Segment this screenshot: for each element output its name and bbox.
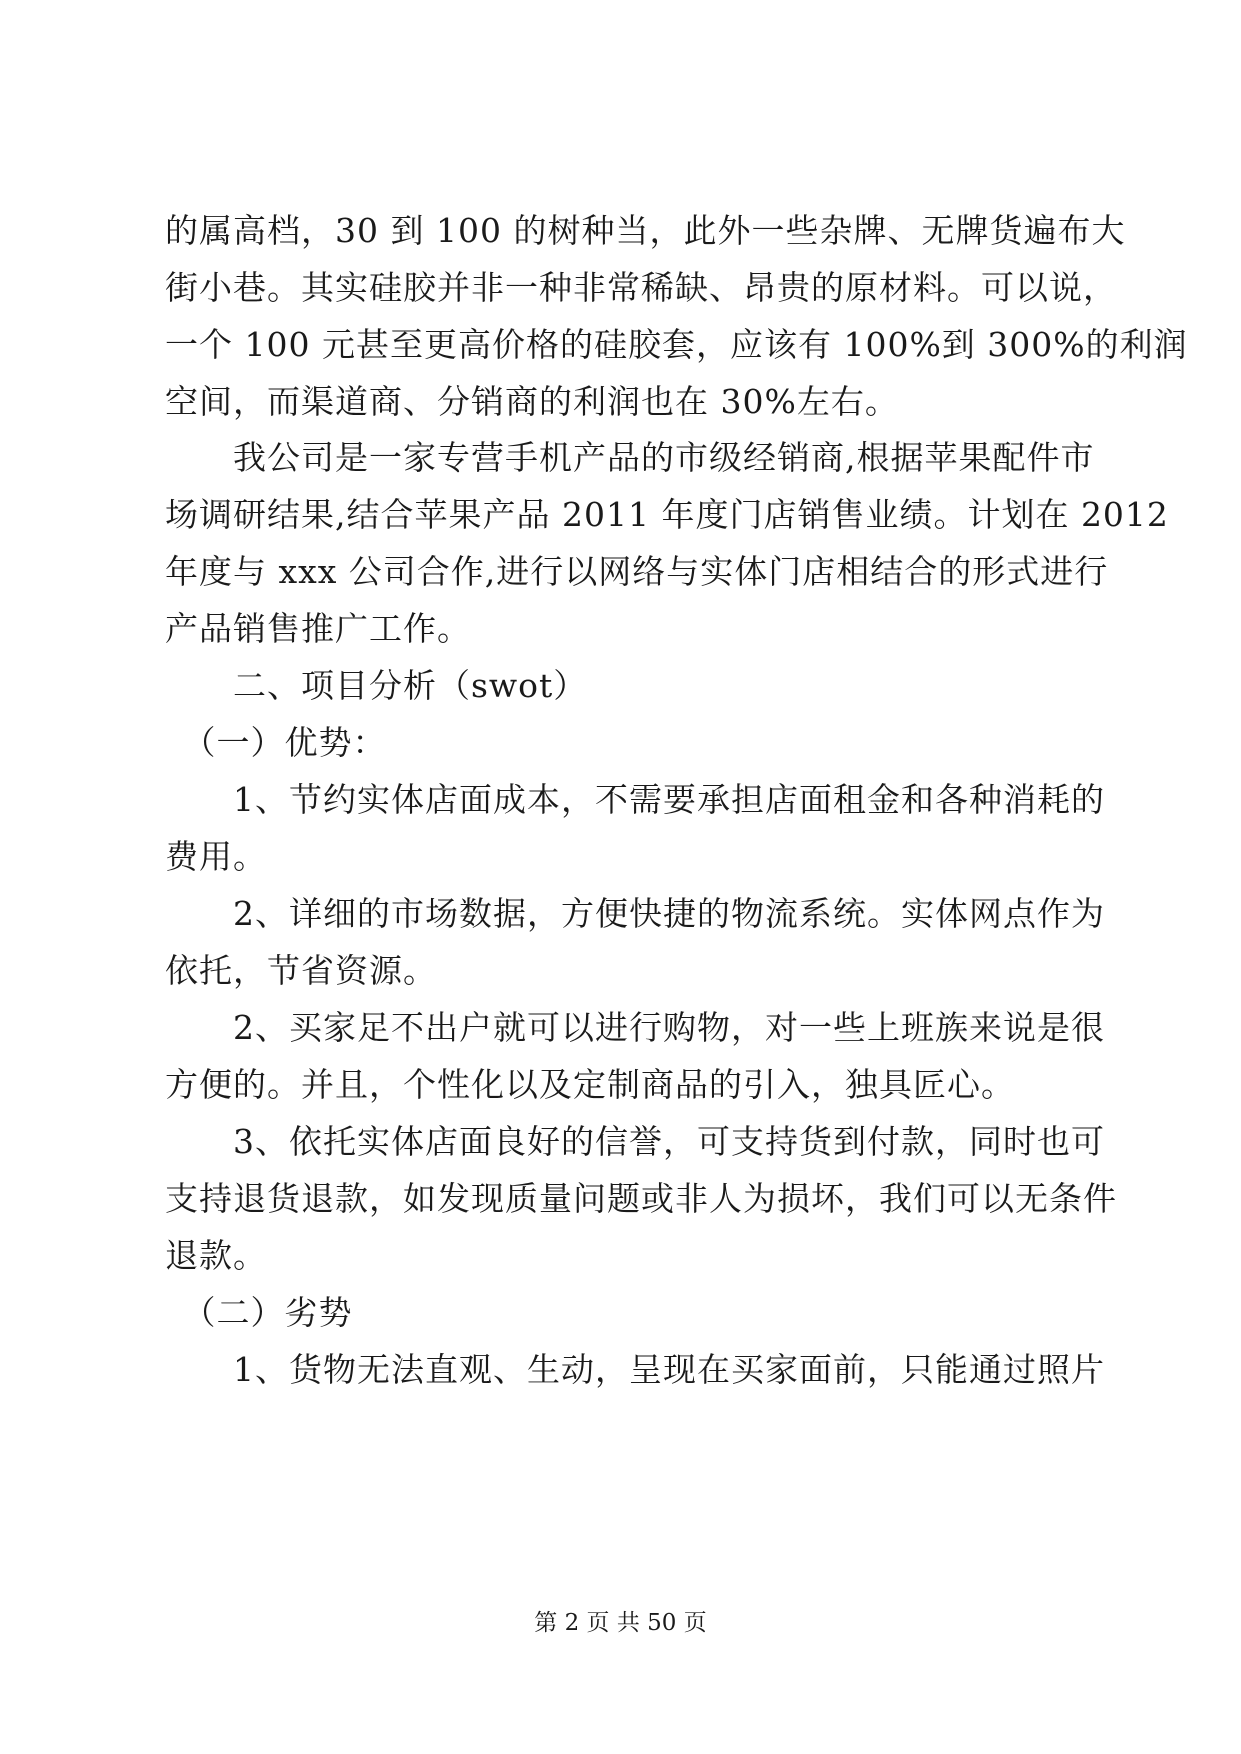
section-heading: 二、项目分析（swot） xyxy=(165,666,588,705)
text-line: 费用。 xyxy=(165,837,267,876)
text-line: 1、货物无法直观、生动，呈现在买家面前，只能通过照片 xyxy=(165,1350,1105,1389)
text-line: 2、详细的市场数据，方便快捷的物流系统。实体网点作为 xyxy=(165,894,1105,933)
text-line: 1、节约实体店面成本，不需要承担店面租金和各种消耗的 xyxy=(165,780,1105,819)
text-line: 空间，而渠道商、分销商的利润也在 30%左右。 xyxy=(165,382,899,421)
text-line: 街小巷。其实硅胶并非一种非常稀缺、昂贵的原材料。可以说， xyxy=(165,268,1117,307)
text-line: 一个 100 元甚至更高价格的硅胶套，应该有 100%到 300%的利润 xyxy=(165,325,1188,364)
subsection-heading: （一）优势： xyxy=(165,723,387,762)
text-line: 退款。 xyxy=(165,1236,267,1275)
text-line: 年度与 xxx 公司合作,进行以网络与实体门店相结合的形式进行 xyxy=(165,552,1109,591)
text-line: 3、依托实体店面良好的信誉，可支持货到付款，同时也可 xyxy=(165,1122,1105,1161)
text-line: 支持退货退款，如发现质量问题或非人为损坏，我们可以无条件 xyxy=(165,1179,1117,1218)
text-line: 方便的。并且，个性化以及定制商品的引入，独具匠心。 xyxy=(165,1065,1015,1104)
text-line: 场调研结果,结合苹果产品 2011 年度门店销售业绩。计划在 2012 xyxy=(165,495,1169,534)
text-line: 产品销售推广工作。 xyxy=(165,609,471,648)
text-line: 依托，节省资源。 xyxy=(165,951,437,990)
text-line: 的属高档，30 到 100 的树种当，此外一些杂牌、无牌货遍布大 xyxy=(165,211,1126,250)
text-line: 2、买家足不出户就可以进行购物，对一些上班族来说是很 xyxy=(165,1008,1105,1047)
subsection-heading: （二）劣势 xyxy=(165,1293,353,1332)
page-number-footer: 第 2 页 共 50 页 xyxy=(534,1610,707,1636)
text-line: 我公司是一家专营手机产品的市级经销商,根据苹果配件市 xyxy=(165,438,1095,477)
